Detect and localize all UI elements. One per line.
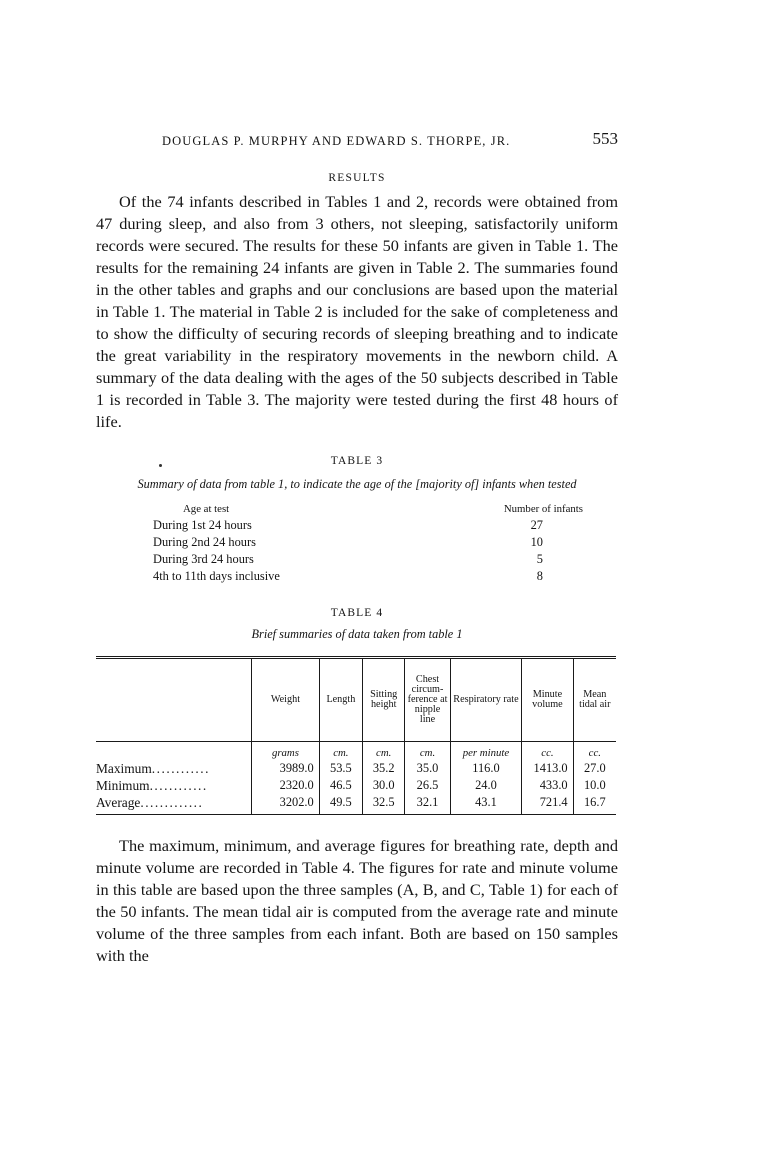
table-4-cell: 26.5 [405, 777, 450, 794]
table-3-header-count: Number of infants [503, 502, 583, 515]
table-4-header-blank [96, 658, 252, 742]
table-4-label: TABLE 4 [330, 607, 384, 619]
table-4-header-sitting-height: Sitting height [363, 658, 405, 742]
table-4-cell: 27.0 [573, 760, 616, 777]
table-4-row-label: Minimum............ [96, 777, 208, 793]
table-4-header-row [96, 658, 616, 742]
page-number: 553 [592, 129, 618, 148]
section-heading: RESULTS [328, 172, 386, 184]
table-3-caption: Summary of data from table 1, to indicate the age of the [majority of] infants when tested [137, 477, 577, 491]
table-3-row [153, 517, 583, 534]
table-3-count-cell: 5 [536, 552, 543, 566]
table-4-cell: 3202.0 [252, 794, 320, 815]
table-3-row [153, 568, 583, 585]
table-4-header-length: Length [319, 658, 362, 742]
table-3-age-cell: During 1st 24 hours [153, 518, 252, 532]
table-4-cell: 35.0 [405, 760, 450, 777]
table-4-cell: 433.0 [522, 777, 573, 794]
table-4-cell: 1413.0 [522, 760, 573, 777]
table-4-cell: 3989.0 [252, 760, 320, 777]
body-paragraph: Of the 74 infants described in Tables 1 and 2, records were obtained from 47 during sleep, and also from 3 others, not sleeping, satisfactorily uniform records were secured. The results for these 50 infants are given in Table 1. The results for the remaining 24 infants are given in Table 2. The summaries found in the other tables and graphs and our conclusions are based upon the material in Table 1. The material in Table 2 is included for the sake of completeness and to show the difficulty of securing records of sleeping breathing and to indicate the great variability in the respiratory movements in the newborn child. A summary of the data dealing with the ages of the 50 subjects described in Table 1 is recorded in Table 3. The majority were tested during the first 48 hours of life. [96, 192, 618, 431]
table-4-header-mean-tidal-air: Mean tidal air [573, 658, 616, 742]
table-4-unit-cell: cm. [319, 742, 362, 761]
table-4-caption: Brief summaries of data taken from table 1 [251, 627, 463, 641]
table-4-cell: 16.7 [573, 794, 616, 815]
table-4-unit-cell: per minute [450, 742, 522, 761]
table-4-cell: 24.0 [450, 777, 522, 794]
table-4-cell: 43.1 [450, 794, 522, 815]
table-4-header-chest-circumference: Chest circum-ference at nipple line [405, 658, 450, 742]
table-4-cell: 116.0 [450, 760, 522, 777]
table-4-row [96, 794, 616, 815]
table-4-unit-cell: cc. [522, 742, 573, 761]
table-4-cell: 32.1 [405, 794, 450, 815]
table-4-cell: 32.5 [363, 794, 405, 815]
table-4-row [96, 777, 616, 794]
table-4-cell: 49.5 [319, 794, 362, 815]
table-3-count-cell: 27 [530, 518, 543, 532]
table-3-row [153, 551, 583, 568]
table-4-units-row [96, 742, 616, 761]
running-header-authors: DOUGLAS P. MURPHY AND EDWARD S. THORPE, JR. [162, 134, 511, 148]
table-4-row-label: Average............. [96, 794, 252, 815]
table-3-count-cell: 8 [536, 569, 543, 583]
table-3 [153, 500, 583, 585]
table-3-age-cell: During 3rd 24 hours [153, 552, 254, 566]
table-4-header-weight: Weight [252, 658, 320, 742]
table-4-cell: 2320.0 [252, 777, 320, 794]
table-4-unit-cell: cm. [363, 742, 405, 761]
table-4-unit-cell: cm. [405, 742, 450, 761]
table-4-header-respiratory-rate: Respiratory rate [450, 658, 522, 742]
body-paragraph: The maximum, minimum, and average figures for breathing rate, depth and minute volume are recorded in Table 4. The figures for rate and minute volume in this table are based upon the three samples (A, B, and C, Table 1) for each of the 50 infants. The mean tidal air is computed from the average rate and minute volume of the three samples from each infant. Both are based on 150 samples with the [96, 836, 618, 965]
table-3-row [153, 534, 583, 551]
table-4 [96, 656, 616, 815]
table-4-cell: 721.4 [522, 794, 573, 815]
table-4-unit-cell: grams [252, 742, 320, 761]
table-4-cell: 46.5 [319, 777, 362, 794]
table-4-unit-cell: cc. [573, 742, 616, 761]
table-4-row [96, 760, 616, 777]
table-3-label: TABLE 3 [330, 455, 384, 467]
table-3-header-row [153, 500, 583, 517]
table-4-cell: 10.0 [573, 777, 616, 794]
table-3-age-cell: 4th to 11th days inclusive [153, 569, 280, 583]
table-4-row-label: Maximum............ [96, 760, 210, 776]
table-3-header-age: Age at test [183, 502, 230, 515]
table-4-cell: 30.0 [363, 777, 405, 794]
table-4-cell: 35.2 [363, 760, 405, 777]
table-3-count-cell: 10 [530, 535, 543, 549]
table-3-age-cell: During 2nd 24 hours [153, 535, 256, 549]
table-4-header-minute-volume: Minute volume [522, 658, 573, 742]
running-header [96, 131, 618, 153]
table-4-cell: 53.5 [319, 760, 362, 777]
stray-dot-mark [159, 464, 162, 467]
